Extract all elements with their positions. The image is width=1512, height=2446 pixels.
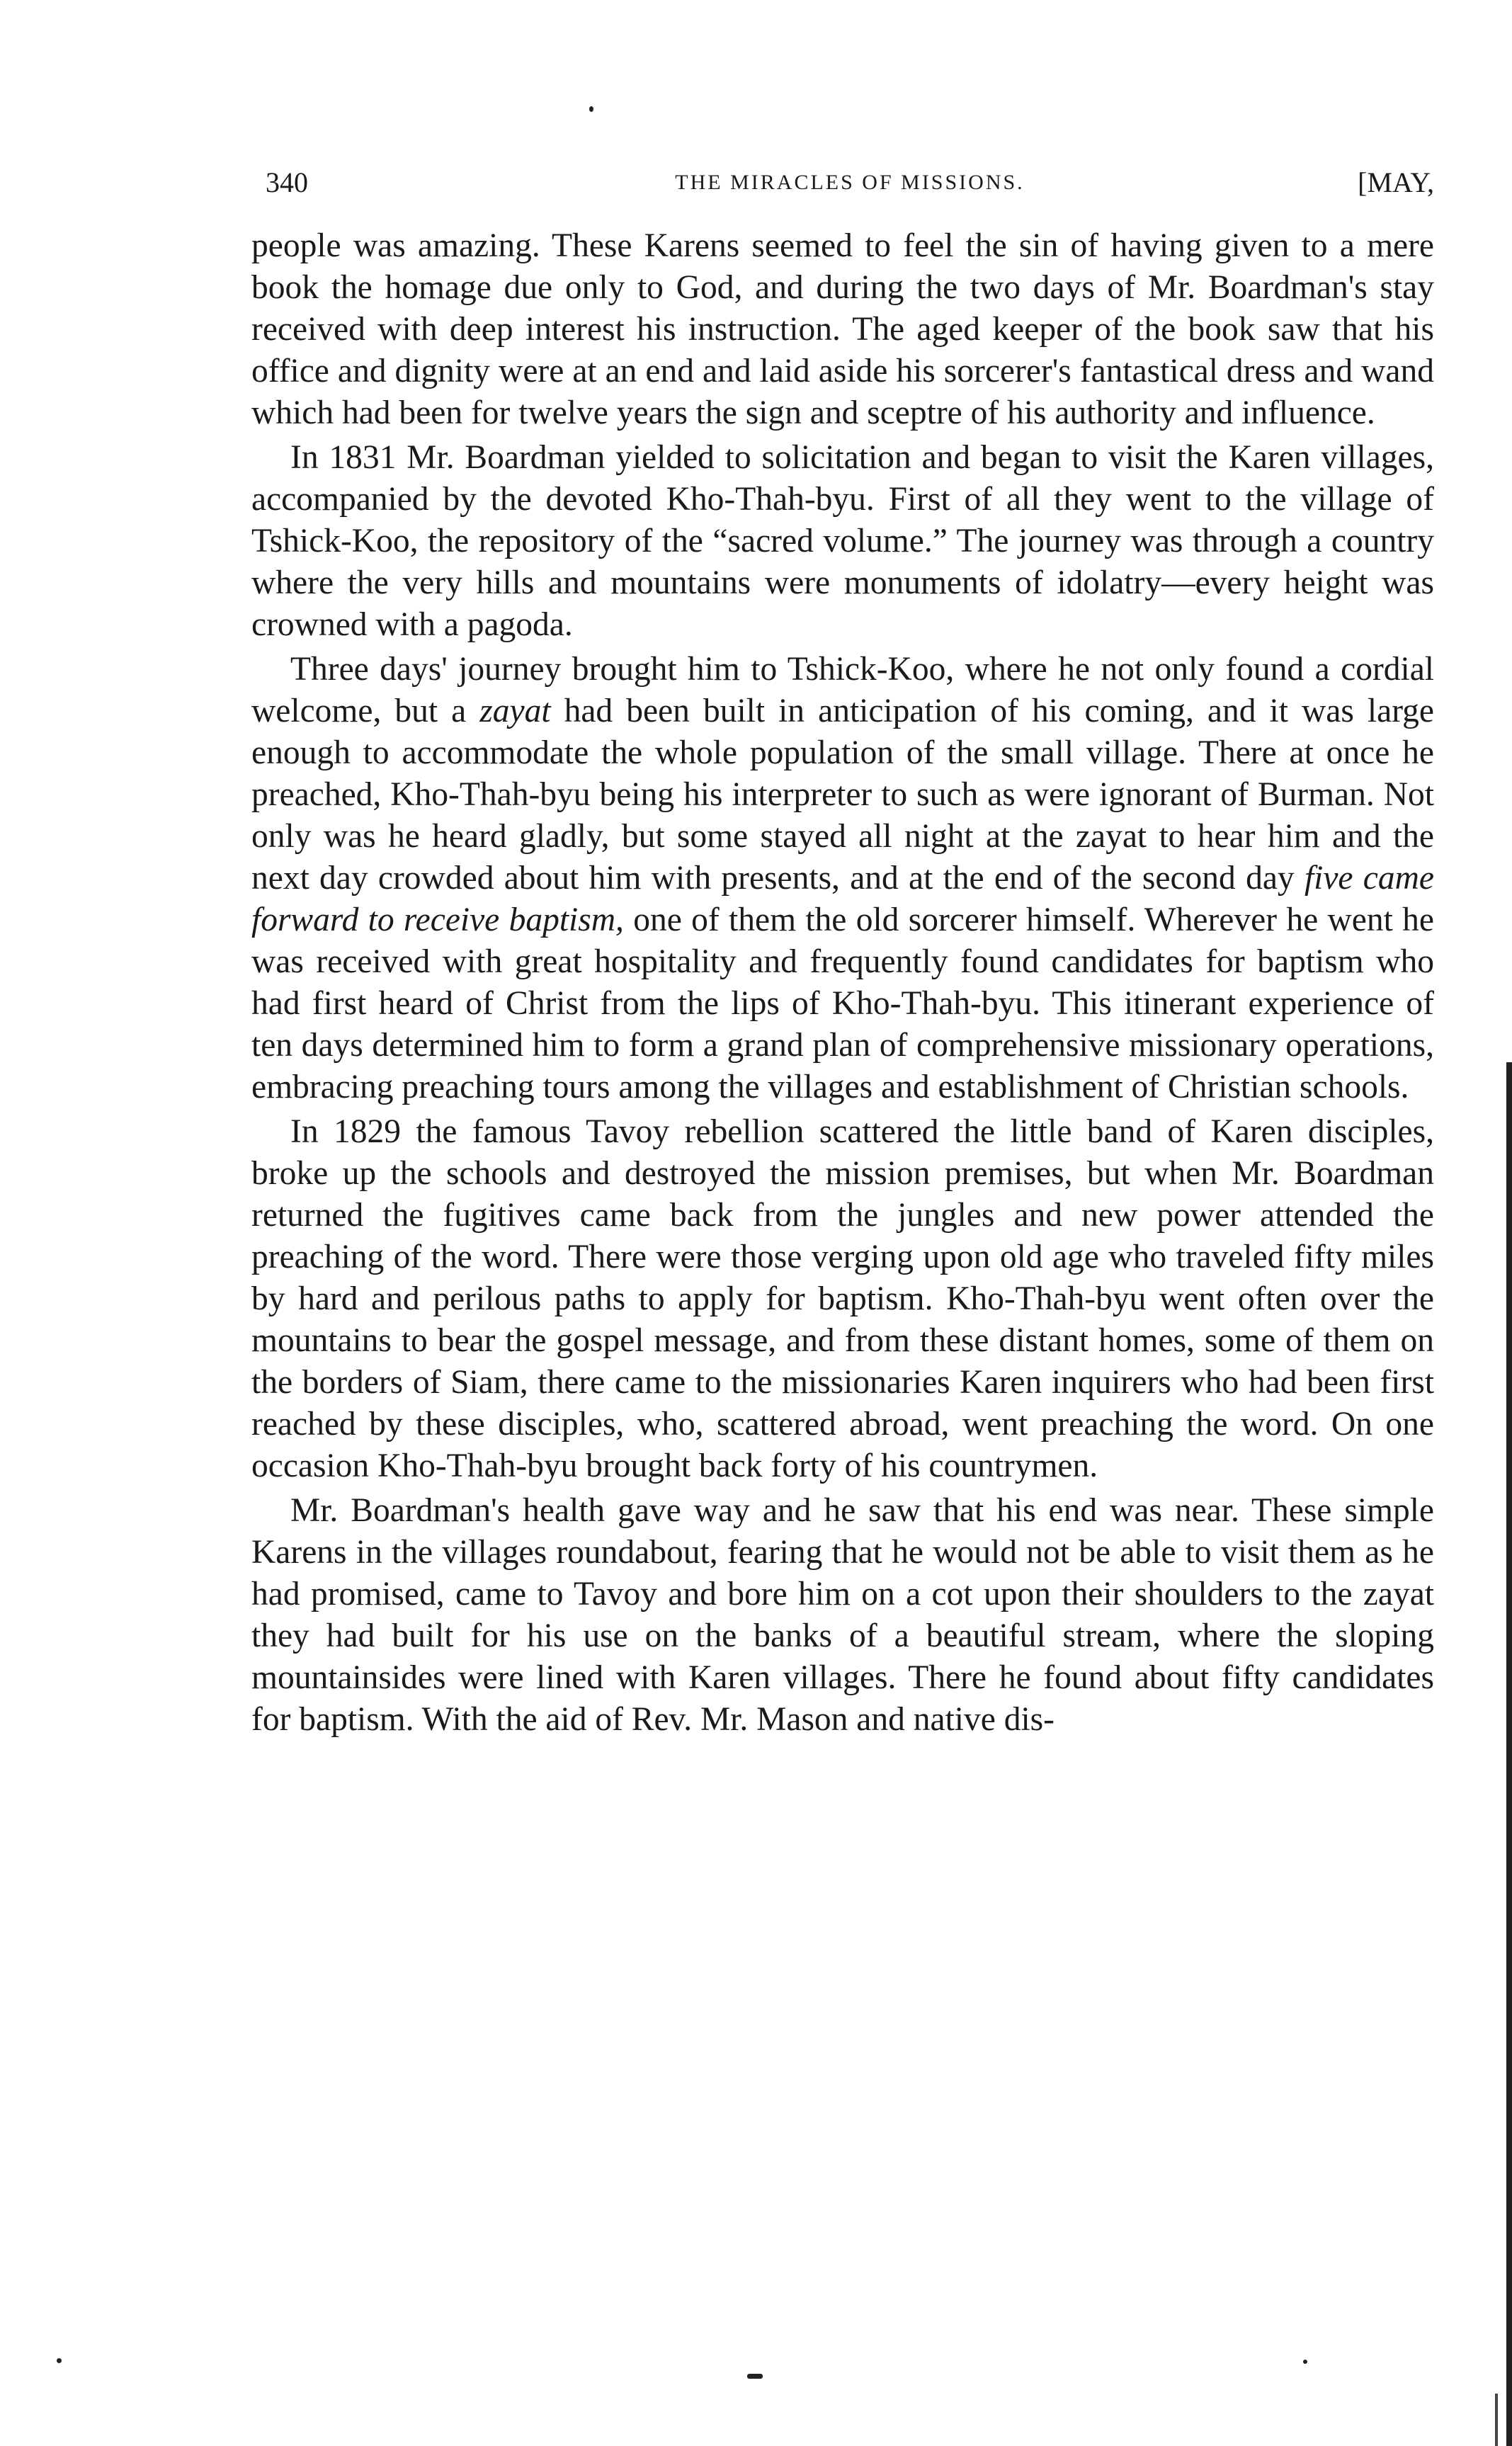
- running-month: [MAY,: [1358, 166, 1434, 198]
- paragraph-3-text-c: one of them the old sorcerer himself. Wherever he went he was received with great hospitality and frequently found candidates for baptism who had first heard of Christ from the lips of Kho-Thah-byu. This itinerant experience of ten days determined him to form a grand plan of comprehensive missionary operations, embracing preaching tours among the villages and establishment of Christian schools.: [251, 901, 1434, 1105]
- paragraph-2-text: In 1831 Mr. Boardman yielded to solicitation and began to visit the Karen villages, accompanied by the devoted Kho-Thah-byu. First of all they went to the village of Tshick-Koo, the repository of the “sacred volume.” The journey was through a country where the very hills and mountains were monuments of idolatry—every height was crowned with a pagoda.: [251, 439, 1434, 643]
- running-title: THE MIRACLES OF MISSIONS.: [675, 171, 1025, 194]
- scan-speck: [57, 2358, 62, 2363]
- paragraph-3-italic-zayat: zayat: [479, 693, 551, 729]
- scan-edge-mark: [1495, 2394, 1498, 2446]
- paragraph-3-text-a: Three days' journey brought him to Tshick-Koo, where he not only found a cordial welcome, but a: [251, 651, 1434, 729]
- paragraph-3: [251, 649, 1434, 1108]
- paragraph-3-text-b: had been built in anticipation of his coming, and it was large enough to accommodate the whole population of the small village. There at once he preached, Kho-Thah-byu being his interpreter to such as were ignorant of Burman. Not only was he heard gladly, but some stayed all night at the zayat to hear him and the next day crowded about him with presents, and at the end of the second day: [251, 693, 1435, 897]
- scan-speck: [1303, 2360, 1307, 2364]
- paragraph-5: [251, 1490, 1434, 1741]
- paragraph-1: [251, 225, 1434, 434]
- paragraph-5-text: Mr. Boardman's health gave way and he saw that his end was near. These simple Karens in the villages roundabout, fearing that he would not be able to visit them as he had promised, came to Tavoy and bore him on a cot upon their shoulders to the zayat they had built for his use on the banks of a beautiful stream, where the sloping mountainsides were lined with Karen villages. There he found about fifty candidates for baptism. With the aid of Rev. Mr. Mason and native dis-: [251, 1492, 1434, 1738]
- paragraph-1-text: people was amazing. These Karens seemed to feel the sin of having given to a mere book the homage due only to God, and during the two days of Mr. Boardman's stay received with deep interest his instruction. The aged keeper of the book saw that his office and dignity were at an end and laid aside his sorcerer's fantastical dress and wand which had been for twelve years the sign and sceptre of his authority and influence.: [251, 227, 1434, 431]
- scan-edge-shadow: [1506, 1062, 1512, 2446]
- paragraph-2: [251, 437, 1434, 646]
- paragraph-4-text: In 1829 the famous Tavoy rebellion scattered the little band of Karen disciples, broke up the schools and destroyed the mission premises, but when Mr. Boardman returned the fugitives came back from the jungles and new power attended the preaching of the word. There were those verging upon old age who traveled fifty miles by hard and perilous paths to apply for baptism. Kho-Thah-byu went often over the mountains to bear the gospel message, and from these distant homes, some of them on the borders of Siam, there came to the missionaries Karen inquirers who had been first reached by these disciples, who, scattered abroad, went preaching the word. On one occasion Kho-Thah-byu brought back forty of his countrymen.: [251, 1113, 1434, 1484]
- scan-speck: [589, 106, 593, 112]
- paragraph-4: [251, 1111, 1434, 1487]
- scan-speck: [747, 2374, 763, 2379]
- page-number: 340: [266, 166, 308, 198]
- running-head: [266, 161, 1434, 204]
- article-body: [251, 225, 1434, 1744]
- paragraph-3-italic-baptism: five came forward to receive baptism,: [251, 860, 1435, 938]
